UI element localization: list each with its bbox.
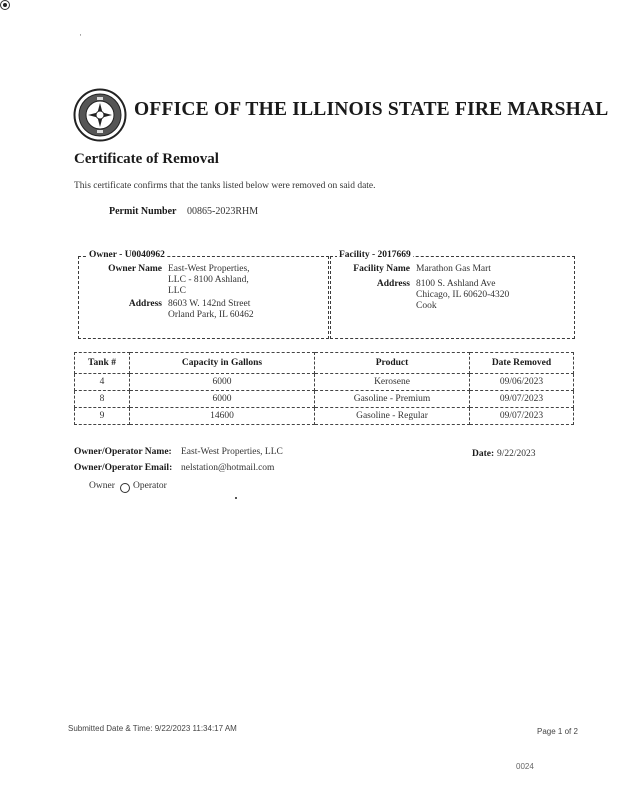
tank-number-cell: 8 bbox=[75, 391, 130, 408]
product-cell: Kerosene bbox=[315, 374, 470, 391]
tank-number-cell: 9 bbox=[75, 408, 130, 425]
facility-address-value bbox=[416, 279, 566, 312]
table-row bbox=[75, 408, 574, 425]
scan-speck bbox=[235, 497, 237, 499]
date-removed-cell: 09/06/2023 bbox=[470, 374, 574, 391]
owner-address-value bbox=[168, 299, 278, 321]
table-row bbox=[75, 374, 574, 391]
product-cell: Gasoline - Premium bbox=[315, 391, 470, 408]
owner-address-label: Address bbox=[128, 299, 162, 309]
page-title: Certificate of Removal bbox=[74, 151, 219, 167]
document-mark: 0024 bbox=[516, 762, 534, 771]
capacity-cell: 6000 bbox=[130, 374, 315, 391]
capacity-cell: 14600 bbox=[130, 408, 315, 425]
facility-address-label: Address bbox=[376, 279, 410, 289]
page-number: Page 1 of 2 bbox=[537, 727, 578, 736]
scan-mark: · bbox=[79, 30, 82, 40]
date-value: 9/22/2023 bbox=[497, 449, 536, 459]
facility-name-value: Marathon Gas Mart bbox=[416, 264, 491, 274]
column-header-tank: Tank # bbox=[75, 353, 130, 374]
operator-radio-label: Operator bbox=[133, 481, 167, 491]
permit-number-label: Permit Number bbox=[109, 206, 177, 217]
capacity-cell: 6000 bbox=[130, 391, 315, 408]
operator-radio[interactable] bbox=[120, 483, 130, 493]
date-label: Date: bbox=[472, 449, 495, 459]
submitted-timestamp: Submitted Date & Time: 9/22/2023 11:34:17 AM bbox=[68, 724, 237, 733]
owner-address-line: 8603 W. 142nd Street bbox=[168, 299, 251, 309]
owner-name-label: Owner Name bbox=[108, 264, 162, 274]
product-cell: Gasoline - Regular bbox=[315, 408, 470, 425]
owner-legend: Owner - U0040962 bbox=[89, 250, 165, 260]
column-header-date-removed: Date Removed bbox=[470, 353, 574, 374]
owner-radio-label: Owner bbox=[89, 481, 115, 491]
owner-name-line: LLC - 8100 Ashland, bbox=[168, 275, 249, 285]
certificate-intro: This certificate confirms that the tanks listed below were removed on said date. bbox=[74, 181, 376, 191]
operator-name-value: East-West Properties, LLC bbox=[181, 447, 283, 457]
facility-address-line: 8100 S. Ashland Ave bbox=[416, 279, 496, 289]
owner-radio[interactable] bbox=[0, 0, 10, 10]
table-row bbox=[75, 391, 574, 408]
column-header-capacity: Capacity in Gallons bbox=[130, 353, 315, 374]
operator-name-label: Owner/Operator Name: bbox=[74, 447, 172, 457]
tanks-table bbox=[74, 352, 574, 425]
facility-name-label: Facility Name bbox=[353, 264, 410, 274]
facility-legend: Facility - 2017669 bbox=[339, 250, 411, 260]
permit-number-value: 00865-2023RHM bbox=[187, 206, 259, 217]
date-removed-cell: 09/07/2023 bbox=[470, 408, 574, 425]
date-removed-cell: 09/07/2023 bbox=[470, 391, 574, 408]
operator-email-label: Owner/Operator Email: bbox=[74, 463, 173, 473]
facility-county: Cook bbox=[416, 301, 437, 311]
operator-email-value: nelstation@hotmail.com bbox=[181, 463, 275, 473]
tank-number-cell: 4 bbox=[75, 374, 130, 391]
owner-name-line: East-West Properties, bbox=[168, 264, 250, 274]
column-header-product: Product bbox=[315, 353, 470, 374]
owner-name-line: LLC bbox=[168, 286, 186, 296]
table-header-row bbox=[75, 353, 574, 374]
facility-address-line: Chicago, IL 60620-4320 bbox=[416, 290, 510, 300]
state-fire-marshal-seal-icon bbox=[73, 88, 127, 142]
owner-name-value bbox=[168, 264, 278, 297]
owner-address-line: Orland Park, IL 60462 bbox=[168, 310, 254, 320]
agency-title: OFFICE OF THE ILLINOIS STATE FIRE MARSHAL bbox=[134, 99, 609, 120]
